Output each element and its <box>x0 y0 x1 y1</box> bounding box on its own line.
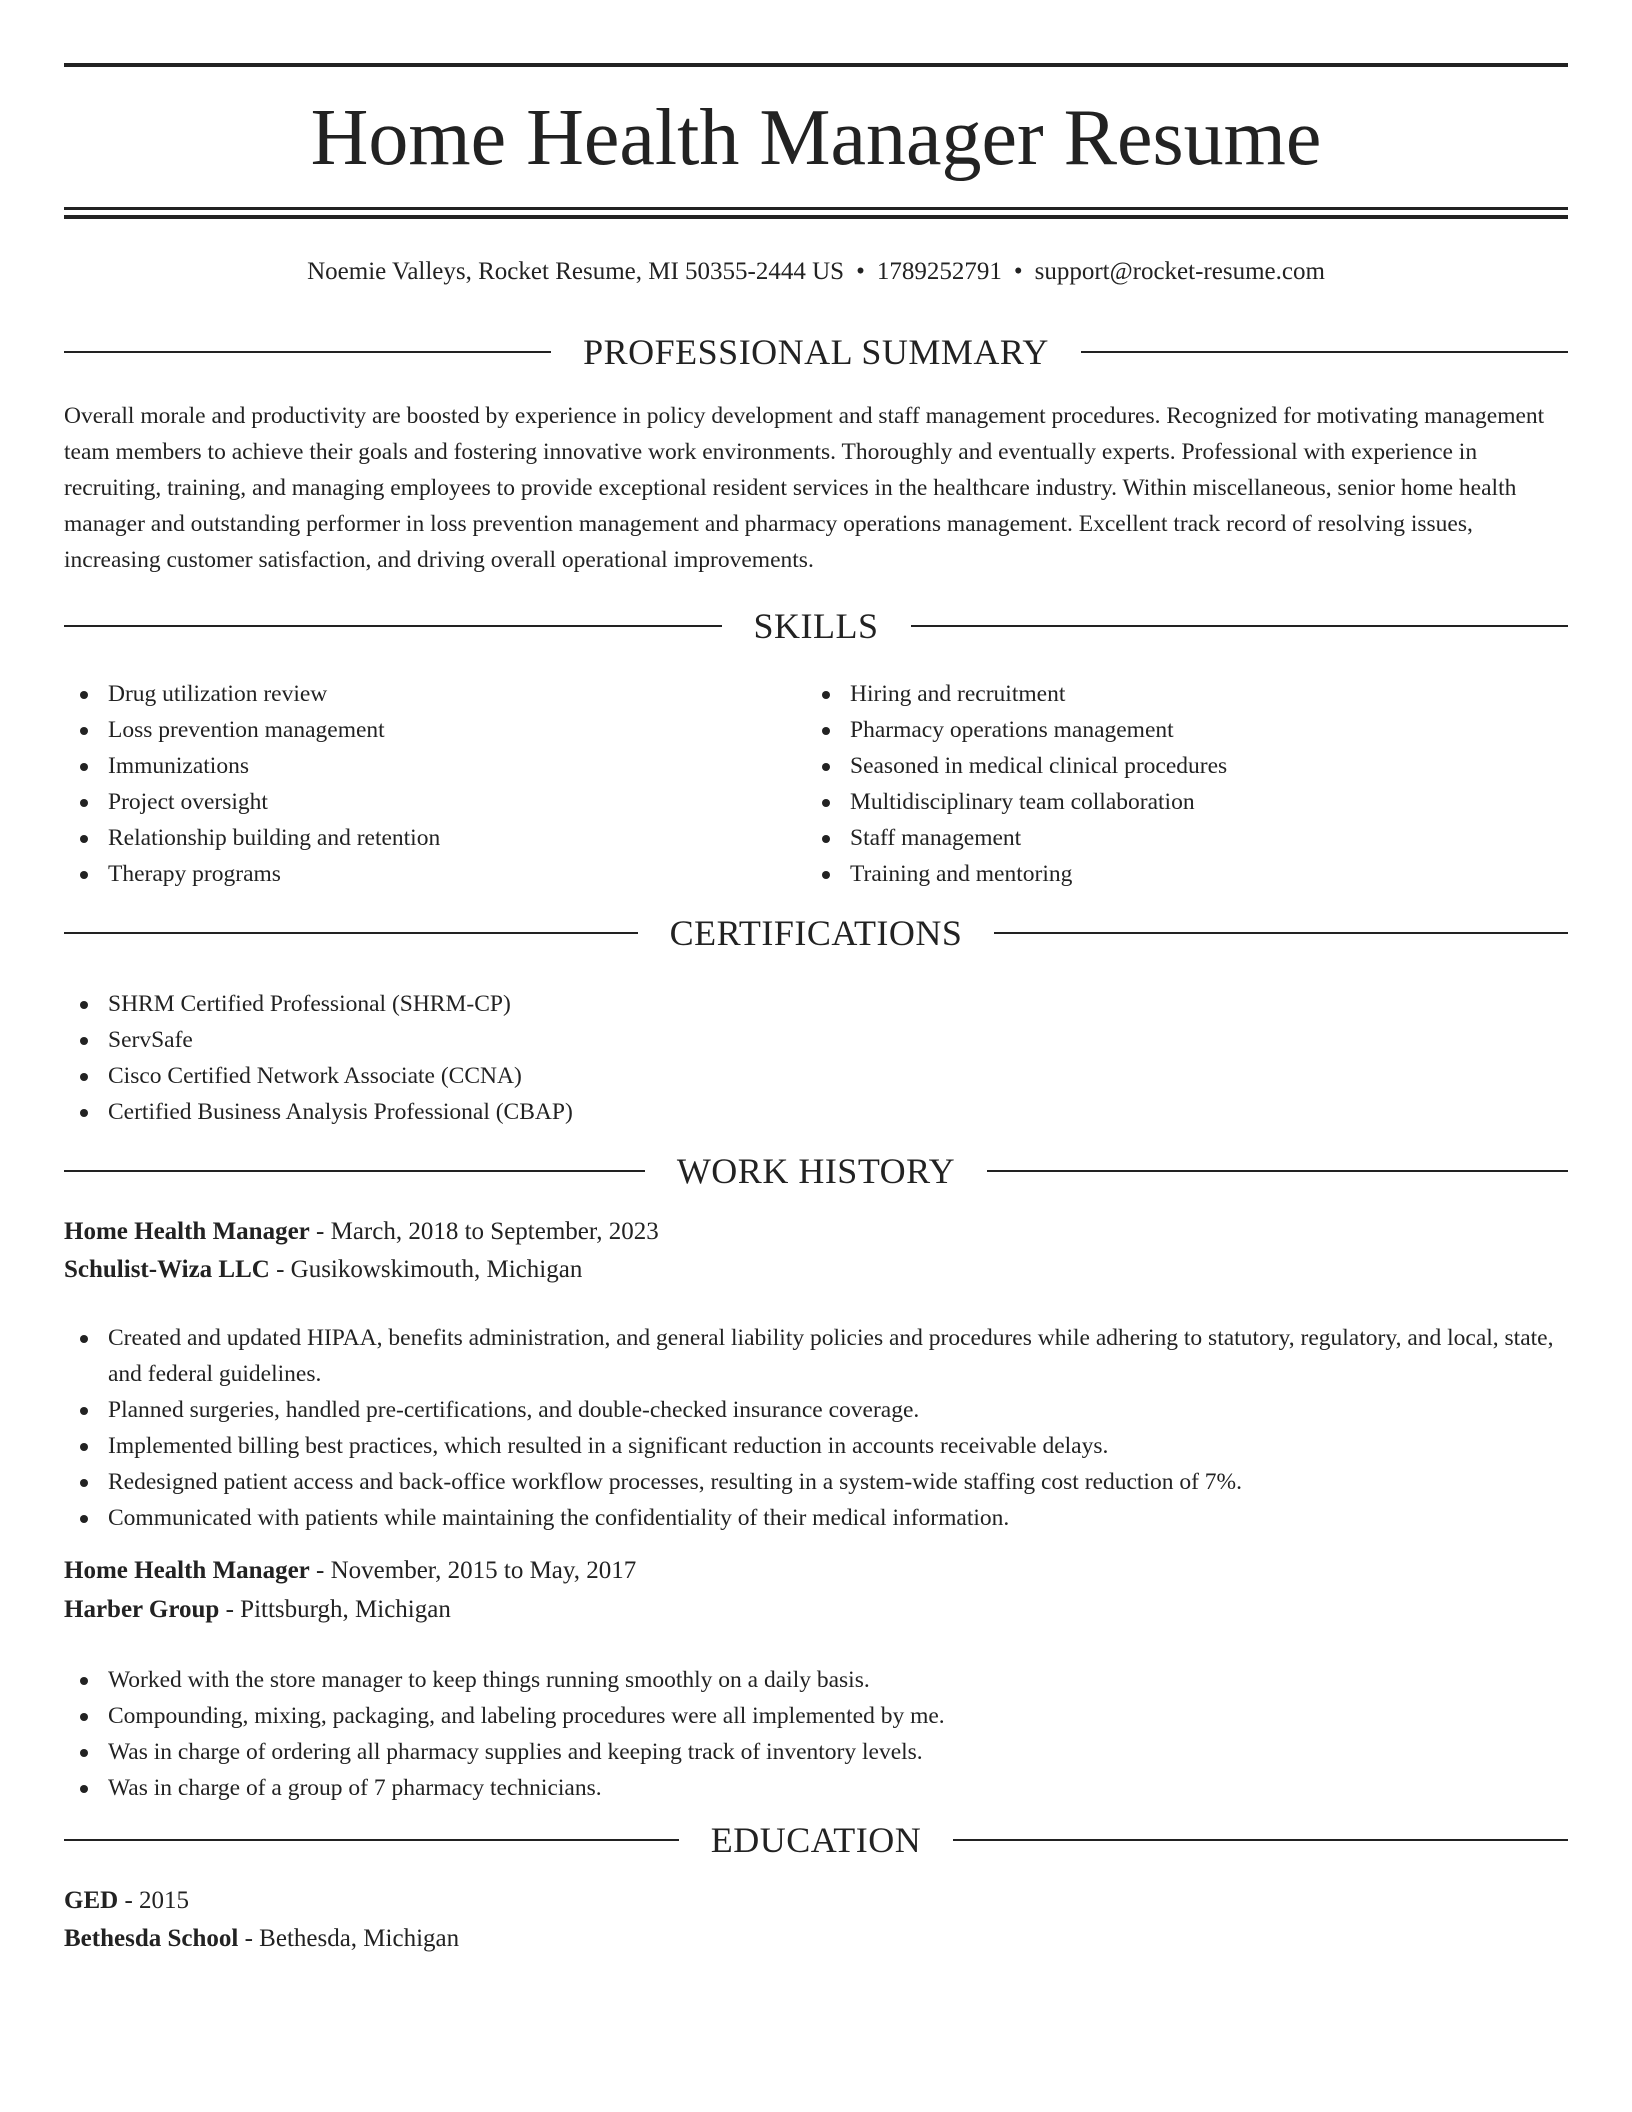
job-company-line <box>64 1251 1568 1289</box>
divider <box>64 625 722 627</box>
job-company-line <box>64 1591 1568 1629</box>
contact-line <box>64 254 1568 290</box>
job-title: Home Health Manager <box>64 1557 310 1584</box>
divider <box>64 351 551 353</box>
contact-separator: • <box>856 258 865 285</box>
skill-item: Project oversight <box>64 784 804 820</box>
skill-item: Drug utilization review <box>64 676 804 712</box>
education-location: - Bethesda, Michigan <box>238 1925 460 1952</box>
divider <box>987 1170 1568 1172</box>
job-bullets <box>64 1320 1568 1536</box>
divider <box>64 1170 645 1172</box>
section-title: SKILLS <box>753 606 879 646</box>
skills-list-right <box>806 676 1546 892</box>
job-bullet: Redesigned patient access and back-office workflow processes, resulting in a system-wide staffing cost reduction of 7%. <box>64 1464 1568 1500</box>
skill-item: Immunizations <box>64 748 804 784</box>
skill-item: Training and mentoring <box>806 856 1546 892</box>
page-title: Home Health Manager Resume <box>310 94 1322 182</box>
section-heading-education <box>64 1818 1568 1862</box>
job-dates: - March, 2018 to September, 2023 <box>309 1218 659 1245</box>
skill-item: Staff management <box>806 820 1546 856</box>
job-bullet: Was in charge of a group of 7 pharmacy technicians. <box>64 1770 1568 1806</box>
education-school-line <box>64 1920 1568 1958</box>
certification-item: SHRM Certified Professional (SHRM-CP) <box>64 986 1568 1022</box>
education-year: - 2015 <box>118 1887 190 1914</box>
section-heading-summary <box>64 330 1568 374</box>
certification-item: Cisco Certified Network Associate (CCNA) <box>64 1058 1568 1094</box>
contact-address: Noemie Valleys, Rocket Resume, MI 50355-2444 US <box>307 258 845 285</box>
skill-item: Therapy programs <box>64 856 804 892</box>
section-heading-skills <box>64 604 1568 648</box>
skill-item: Seasoned in medical clinical procedures <box>806 748 1546 784</box>
section-title: PROFESSIONAL SUMMARY <box>583 332 1049 372</box>
section-heading-certifications <box>64 911 1568 955</box>
job-location: - Pittsburgh, Michigan <box>219 1596 451 1623</box>
section-title: EDUCATION <box>710 1820 922 1860</box>
divider <box>64 1839 679 1841</box>
job-bullet: Was in charge of ordering all pharmacy supplies and keeping track of inventory levels. <box>64 1734 1568 1770</box>
education-degree-line <box>64 1882 1568 1920</box>
skill-item: Hiring and recruitment <box>806 676 1546 712</box>
job-bullet: Worked with the store manager to keep things running smoothly on a daily basis. <box>64 1662 1568 1698</box>
education-degree: GED <box>64 1887 119 1914</box>
job-bullet: Implemented billing best practices, which resulted in a significant reduction in accounts receivable delays. <box>64 1428 1568 1464</box>
job-bullets <box>64 1662 1568 1806</box>
job-dates: - November, 2015 to May, 2017 <box>309 1557 637 1584</box>
contact-separator: • <box>1013 258 1023 285</box>
skill-item: Loss prevention management <box>64 712 804 748</box>
section-title: WORK HISTORY <box>676 1151 956 1191</box>
contact-phone: 1789252791 <box>876 258 1002 285</box>
education-school: Bethesda School <box>64 1925 239 1952</box>
job-bullet: Created and updated HIPAA, benefits administration, and general liability policies and procedures while adhering to statutory, regulatory, and local, state, and federal guidelines. <box>64 1320 1568 1392</box>
skills-list-left <box>64 676 804 892</box>
skill-item: Relationship building and retention <box>64 820 804 856</box>
title-double-rule-upper <box>64 207 1568 210</box>
divider <box>953 1839 1568 1841</box>
certification-item: Certified Business Analysis Professional (CBAP) <box>64 1094 1568 1130</box>
job-bullet: Communicated with patients while maintaining the confidentiality of their medical information. <box>64 1500 1568 1536</box>
divider <box>64 932 638 934</box>
certifications-list <box>64 986 1568 1130</box>
job-title-line <box>64 1213 1568 1251</box>
skill-item: Pharmacy operations management <box>806 712 1546 748</box>
certification-item: ServSafe <box>64 1022 1568 1058</box>
job-title: Home Health Manager <box>64 1218 310 1245</box>
summary-paragraph: Overall morale and productivity are boosted by experience in policy development and staff management procedures. Recognized for motivating management team members to achieve their goals and fostering innovative work environments. Thoroughly and eventually experts. Professional with experience in recruiting, training, and managing employees to provide exceptional resident services in the healthcare industry. Within miscellaneous, senior home health manager and outstanding performer in loss prevention management and pharmacy operations management. Excellent track record of resolving issues, increasing customer satisfaction, and driving overall operational improvements. <box>64 403 1545 573</box>
section-title: CERTIFICATIONS <box>669 913 963 953</box>
job-company: Harber Group <box>64 1596 220 1623</box>
title-double-rule-lower <box>64 215 1568 219</box>
contact-email: support@rocket-resume.com <box>1034 258 1325 285</box>
divider <box>911 625 1569 627</box>
job-bullet: Compounding, mixing, packaging, and labeling procedures were all implemented by me. <box>64 1698 1568 1734</box>
divider <box>1081 351 1568 353</box>
section-heading-work-history <box>64 1149 1568 1193</box>
job-bullet: Planned surgeries, handled pre-certifications, and double-checked insurance coverage. <box>64 1392 1568 1428</box>
divider <box>994 932 1568 934</box>
job-company: Schulist-Wiza LLC <box>64 1256 270 1283</box>
job-location: - Gusikowskimouth, Michigan <box>269 1256 583 1283</box>
top-rule <box>64 63 1568 67</box>
skill-item: Multidisciplinary team collaboration <box>806 784 1546 820</box>
job-title-line <box>64 1552 1568 1590</box>
